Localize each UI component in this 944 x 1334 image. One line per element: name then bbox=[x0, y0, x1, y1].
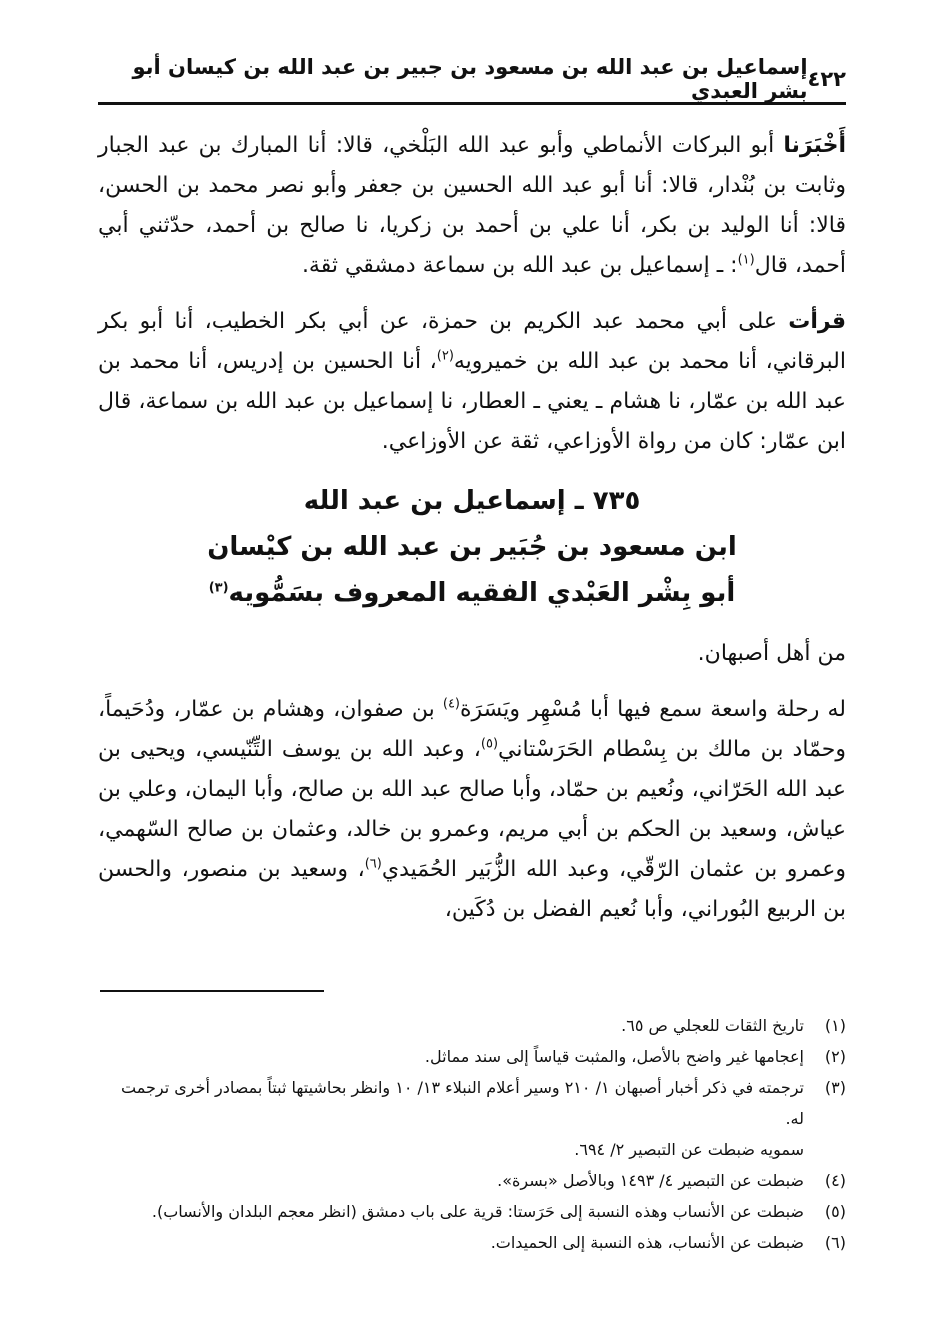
running-title: إسماعيل بن عبد الله بن مسعود بن جبير بن عبد الله بن كيسان أبو بشر العبدي bbox=[132, 55, 808, 103]
footnote-5 bbox=[98, 1196, 846, 1227]
footnote-2 bbox=[98, 1041, 846, 1072]
footnote-3 bbox=[98, 1072, 846, 1134]
paragraph-qaratu bbox=[98, 302, 846, 462]
paragraph-lead: أَخْبَرَنا bbox=[783, 133, 846, 158]
footnote-text: تاريخ الثقات للعجلي ص ٦٥. bbox=[621, 1016, 804, 1035]
biography-text-2: بن صفوان، وهشام بن عمّار، ودُحَيماً، وحمّاد بن مالك بن بِسْطام الحَرَسْتاني bbox=[98, 697, 846, 762]
footnote-text: ترجمته في ذكر أخبار أصبهان ١/ ٢١٠ وسير أعلام النبلاء ١٣/ ١٠ وانظر بحاشيتها ثبتاً بمصادر أخرى ترجمت له. bbox=[121, 1078, 804, 1128]
paragraph-akhbarana bbox=[98, 126, 846, 286]
main-text bbox=[98, 126, 846, 946]
origin-line: من أهل أصبهان. bbox=[697, 641, 846, 666]
footnote-text: ضبطت عن التبصير ٤/ ١٤٩٣ وبالأصل «بسرة». bbox=[497, 1171, 804, 1190]
footnote-number: (٣) bbox=[824, 1078, 846, 1097]
biography-text-1: له رحلة واسعة سمع فيها أبا مُسْهِر ويَسَرَة bbox=[460, 697, 847, 722]
paragraph-text: على أبي محمد عبد الكريم بن حمزة، عن أبي بكر الخطيب، أنا أبو بكر البرقاني، أنا محمد بن عبد الله بن خميرويه bbox=[98, 309, 846, 374]
footnote-text: ضبطت عن الأنساب وهذه النسبة إلى حَرَستا: قرية على باب دمشق (انظر معجم البلدان والأنساب). bbox=[151, 1202, 804, 1221]
footnote-ref: (٦) bbox=[364, 856, 382, 872]
footnote-ref: (٣) bbox=[208, 580, 229, 596]
entry-heading-line-2: ابن مسعود بن جُبَير بن عبد الله بن كيْسان bbox=[207, 532, 737, 562]
running-header bbox=[98, 55, 846, 103]
entry-heading-line-3 bbox=[98, 570, 846, 616]
footnote-ref: (٤) bbox=[442, 696, 460, 712]
footnote-number: (٦) bbox=[824, 1233, 846, 1252]
page-number: ٤٢٢ bbox=[807, 67, 846, 91]
footnote-number: (١) bbox=[824, 1016, 846, 1035]
footnote-3-continuation bbox=[98, 1134, 846, 1165]
footnote-rule bbox=[100, 990, 324, 992]
entry-heading-line-1: ٧٣٥ ـ إسماعيل بن عبد الله bbox=[303, 486, 641, 516]
biography-paragraph bbox=[98, 690, 846, 930]
paragraph-text: أبو البركات الأنماطي وأبو عبد الله البَلْخي، قالا: أنا المبارك بن عبد الجبار وثابت بن بُنْدار، قالا: أنا أبو عبد الله الحسين بن جعفر وأبو نصر محمد بن الحسن، قالا: أنا الوليد بن بكر، أنا علي بن أحمد بن زكريا، نا صالح بن أحمد، حدّثني أبي أحمد، قال bbox=[98, 133, 846, 278]
footnote-4 bbox=[98, 1165, 846, 1196]
footnotes bbox=[98, 1010, 846, 1258]
header-rule bbox=[98, 102, 846, 105]
footnote-1 bbox=[98, 1010, 846, 1041]
footnote-ref: (٥) bbox=[480, 736, 499, 752]
footnote-number: (٥) bbox=[824, 1202, 846, 1221]
biography-text-4: ، وسعيد بن منصور، والحسن بن الربيع البُوراني، وأبا نُعيم الفضل بن دُكَين، bbox=[98, 857, 846, 922]
entry-heading bbox=[98, 478, 846, 616]
paragraph-tail: : ـ إسماعيل بن عبد الله بن سماعة دمشقي ثقة. bbox=[301, 253, 738, 278]
biography-text-3: ، وعبد الله بن يوسف التِّنّيسي، ويحيى بن عبد الله الحَرّاني، ونُعيم بن حمّاد، وأبا صالح عبد الله بن صالح، وأبا اليمان، وعلي بن عياش، وسعيد بن الحكم بن أبي مريم، وعمرو بن خالد، وعثمان بن صالح السّهمي، وعمرو بن عثمان الرّقّي، وعبد الله الزُّبَير الحُمَيدي bbox=[98, 737, 846, 882]
footnote-text: ضبطت عن الأنساب، هذه النسبة إلى الحميدات. bbox=[490, 1233, 804, 1252]
entry-heading-line-3-text: أبو بِشْر العَبْدي الفقيه المعروف بسَمُّويه bbox=[228, 578, 736, 608]
footnote-ref: (١) bbox=[737, 252, 755, 268]
footnote-number: (٢) bbox=[824, 1047, 846, 1066]
footnote-text: سمويه ضبطت عن التبصير ٢/ ٦٩٤. bbox=[574, 1140, 804, 1159]
footnote-ref: (٢) bbox=[436, 348, 454, 364]
paragraph-tail: ، أنا الحسين بن إدريس، أنا محمد بن عبد الله بن عمّار، نا هشام ـ يعني ـ العطار، نا إسماعيل بن عبد الله بن سماعة، قال ابن عمّار: كان من رواة الأوزاعي، ثقة عن الأوزاعي. bbox=[98, 349, 846, 454]
footnote-number: (٤) bbox=[824, 1171, 846, 1190]
footnote-text: إعجامها غير واضح بالأصل، والمثبت قياساً إلى سند مماثل. bbox=[424, 1047, 804, 1066]
paragraph-lead: قرأت bbox=[788, 309, 846, 334]
footnote-6 bbox=[98, 1227, 846, 1258]
